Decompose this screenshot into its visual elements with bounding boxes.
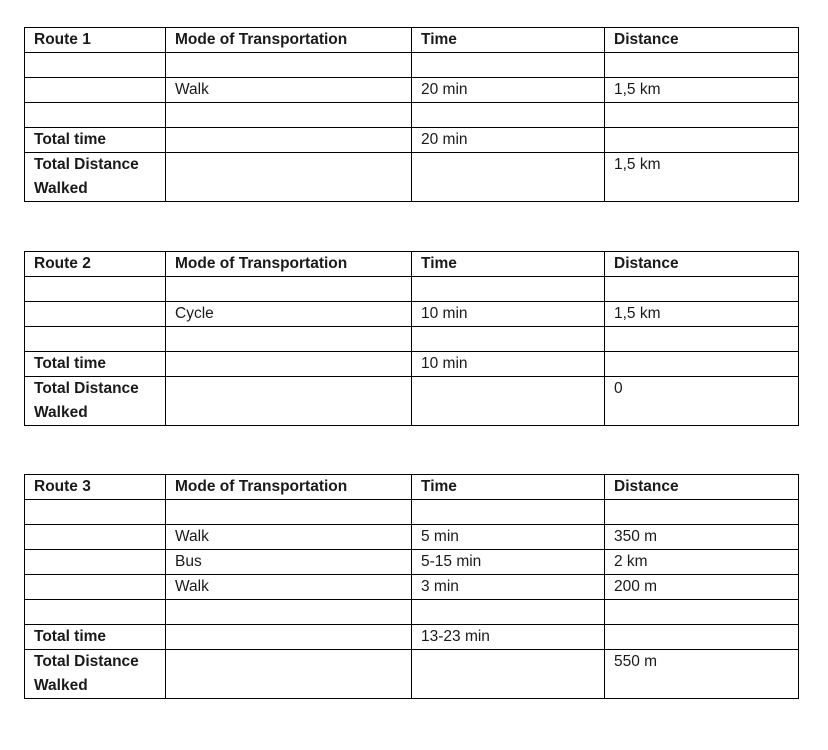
total-distance-label: Total Distance Walked	[25, 377, 166, 426]
total-distance-value: 0	[605, 377, 799, 426]
leg-distance: 1,5 km	[605, 302, 799, 327]
total-time-row	[25, 128, 799, 153]
leg-row	[25, 550, 799, 575]
leg-mode	[166, 500, 412, 525]
total-distance-label: Total Distance Walked	[25, 153, 166, 202]
distance-header: Distance	[605, 28, 799, 53]
empty-cell	[25, 78, 166, 103]
header-row	[25, 28, 799, 53]
empty-cell	[605, 128, 799, 153]
empty-cell	[605, 352, 799, 377]
leg-mode	[166, 53, 412, 78]
leg-distance: 200 m	[605, 575, 799, 600]
total-distance-value: 550 m	[605, 650, 799, 699]
leg-row	[25, 78, 799, 103]
mode-header: Mode of Transportation	[166, 28, 412, 53]
route-2-table	[24, 251, 799, 426]
leg-time: 3 min	[412, 575, 605, 600]
total-distance-label: Total Distance Walked	[25, 650, 166, 699]
leg-distance	[605, 277, 799, 302]
leg-row	[25, 277, 799, 302]
leg-mode: Walk	[166, 575, 412, 600]
total-distance-row	[25, 650, 799, 699]
leg-row	[25, 103, 799, 128]
empty-cell	[25, 103, 166, 128]
total-time-row	[25, 352, 799, 377]
total-distance-row	[25, 153, 799, 202]
total-time-label: Total time	[25, 128, 166, 153]
leg-time	[412, 277, 605, 302]
leg-time: 20 min	[412, 78, 605, 103]
leg-row	[25, 600, 799, 625]
empty-cell	[412, 377, 605, 426]
leg-distance: 1,5 km	[605, 78, 799, 103]
empty-cell	[166, 128, 412, 153]
total-distance-row	[25, 377, 799, 426]
route-title: Route 3	[25, 475, 166, 500]
empty-cell	[25, 575, 166, 600]
empty-cell	[166, 352, 412, 377]
total-time-row	[25, 625, 799, 650]
header-row	[25, 475, 799, 500]
leg-row	[25, 525, 799, 550]
leg-mode: Bus	[166, 550, 412, 575]
leg-distance	[605, 327, 799, 352]
leg-time: 10 min	[412, 302, 605, 327]
leg-distance	[605, 500, 799, 525]
distance-header: Distance	[605, 252, 799, 277]
total-time-value: 13-23 min	[412, 625, 605, 650]
empty-cell	[166, 650, 412, 699]
route-3-table	[24, 474, 799, 699]
route-title: Route 1	[25, 28, 166, 53]
empty-cell	[25, 600, 166, 625]
time-header: Time	[412, 252, 605, 277]
total-time-value: 20 min	[412, 128, 605, 153]
leg-distance	[605, 103, 799, 128]
total-time-label: Total time	[25, 352, 166, 377]
leg-time: 5-15 min	[412, 550, 605, 575]
mode-header: Mode of Transportation	[166, 475, 412, 500]
empty-cell	[25, 53, 166, 78]
leg-time: 5 min	[412, 525, 605, 550]
empty-cell	[25, 500, 166, 525]
leg-time	[412, 327, 605, 352]
time-header: Time	[412, 28, 605, 53]
leg-time	[412, 500, 605, 525]
leg-mode	[166, 277, 412, 302]
leg-distance	[605, 53, 799, 78]
route-1-table	[24, 27, 799, 202]
time-header: Time	[412, 475, 605, 500]
leg-row	[25, 53, 799, 78]
leg-time	[412, 103, 605, 128]
leg-distance: 350 m	[605, 525, 799, 550]
leg-row	[25, 575, 799, 600]
route-title: Route 2	[25, 252, 166, 277]
empty-cell	[25, 327, 166, 352]
empty-cell	[412, 650, 605, 699]
empty-cell	[166, 625, 412, 650]
leg-distance: 2 km	[605, 550, 799, 575]
distance-header: Distance	[605, 475, 799, 500]
leg-row	[25, 302, 799, 327]
total-time-value: 10 min	[412, 352, 605, 377]
empty-cell	[25, 277, 166, 302]
leg-row	[25, 327, 799, 352]
leg-distance	[605, 600, 799, 625]
empty-cell	[412, 153, 605, 202]
empty-cell	[166, 153, 412, 202]
header-row	[25, 252, 799, 277]
mode-header: Mode of Transportation	[166, 252, 412, 277]
empty-cell	[166, 377, 412, 426]
leg-mode	[166, 600, 412, 625]
total-time-label: Total time	[25, 625, 166, 650]
total-distance-value: 1,5 km	[605, 153, 799, 202]
empty-cell	[605, 625, 799, 650]
leg-mode: Walk	[166, 525, 412, 550]
empty-cell	[25, 525, 166, 550]
empty-cell	[25, 302, 166, 327]
leg-mode	[166, 327, 412, 352]
leg-row	[25, 500, 799, 525]
leg-time	[412, 600, 605, 625]
leg-mode: Walk	[166, 78, 412, 103]
leg-time	[412, 53, 605, 78]
leg-mode: Cycle	[166, 302, 412, 327]
empty-cell	[25, 550, 166, 575]
leg-mode	[166, 103, 412, 128]
